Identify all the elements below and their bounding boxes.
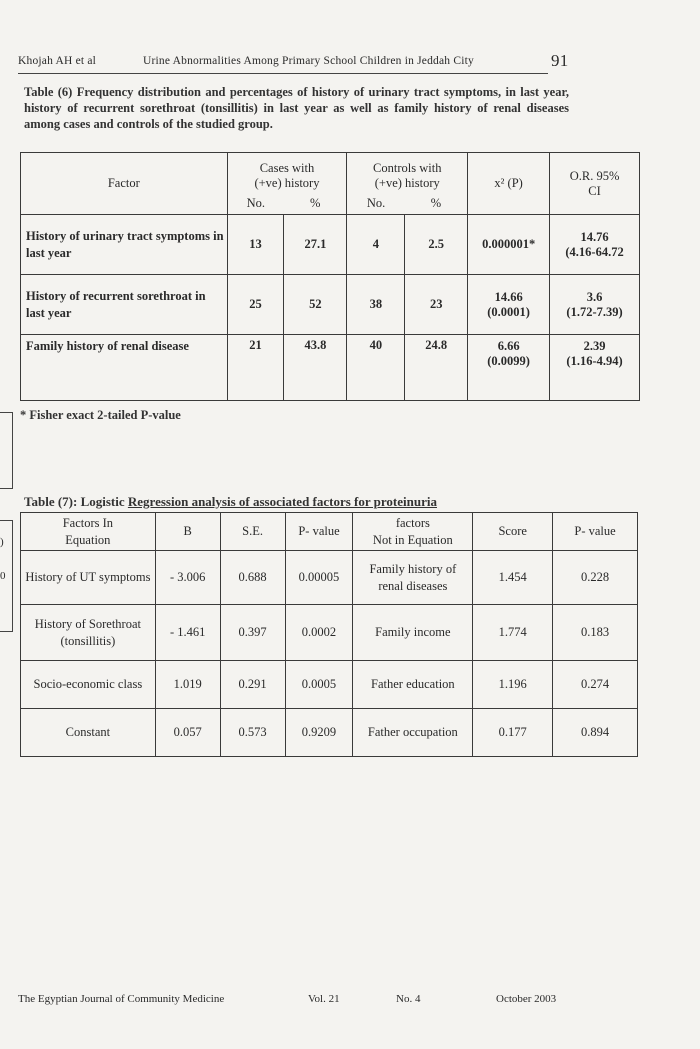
cases-no-cell: 21 xyxy=(227,335,284,401)
chi-p-value: (0.0001) xyxy=(487,304,530,319)
se-cell: 0.291 xyxy=(220,661,285,709)
controls-no-cell: 40 xyxy=(347,335,405,401)
footer-journal: The Egyptian Journal of Community Medicine xyxy=(18,993,225,1005)
factor-cell: History of recurrent sorethroat in last year xyxy=(21,275,228,335)
controls-pct-cell: 2.5 xyxy=(405,215,468,275)
table-row xyxy=(21,335,640,401)
in-eq-cell: Constant xyxy=(21,709,156,757)
factor-cell: History of urinary tract symptoms in last year xyxy=(21,215,228,275)
header-factors-not-in-equation xyxy=(353,513,473,551)
cases-no-cell: 25 xyxy=(227,275,284,335)
p2-cell: 0.274 xyxy=(553,661,638,709)
table6-footnote: * Fisher exact 2-tailed P-value xyxy=(20,408,181,422)
cases-line2: (+ve) history xyxy=(254,175,320,190)
table-row xyxy=(21,551,638,605)
p-cell: 0.0002 xyxy=(285,605,353,661)
table6-header-factor: Factor xyxy=(21,153,228,215)
or-cell xyxy=(550,275,640,335)
cases-pct-cell: 52 xyxy=(284,275,347,335)
cases-no-cell: 13 xyxy=(227,215,284,275)
b-cell: 1.019 xyxy=(155,661,220,709)
table6-header-or xyxy=(550,153,640,215)
chi-cell: 0.000001* xyxy=(468,215,550,275)
or-value: 14.76 xyxy=(580,229,609,244)
table6 xyxy=(20,152,640,401)
or-value: 3.6 xyxy=(586,289,603,304)
table6-header-row xyxy=(21,153,640,193)
not-eq-line2: Not in Equation xyxy=(372,532,453,547)
table7-caption xyxy=(24,494,437,510)
cases-line1: Cases with xyxy=(259,160,315,175)
header-authors: Khojah AH et al xyxy=(18,55,97,67)
table7-caption-rest: Regression analysis of associated factors for proteinuria xyxy=(127,494,437,509)
p2-cell: 0.228 xyxy=(553,551,638,605)
page-number: 91 xyxy=(551,51,569,70)
or-line1: O.R. 95% xyxy=(569,168,620,183)
score-cell: 0.177 xyxy=(473,709,553,757)
cases-no-header: No. xyxy=(227,193,284,215)
header-rule xyxy=(18,73,548,74)
not-eq-cell: Family income xyxy=(353,605,473,661)
controls-line1: Controls with xyxy=(373,160,442,175)
header-p-value-2: P- value xyxy=(553,513,638,551)
controls-no-cell: 38 xyxy=(347,275,405,335)
controls-pct-header: % xyxy=(405,193,468,215)
table7 xyxy=(20,512,638,757)
chi-value: 14.66 xyxy=(494,289,523,304)
cases-pct-header: % xyxy=(284,193,347,215)
header-factors-in-equation xyxy=(21,513,156,551)
controls-pct-cell: 23 xyxy=(405,275,468,335)
score-cell: 1.454 xyxy=(473,551,553,605)
se-cell: 0.397 xyxy=(220,605,285,661)
ci-value: (1.16-4.94) xyxy=(566,354,623,368)
cases-pct-cell: 43.8 xyxy=(284,335,347,401)
table6-header-cases xyxy=(227,153,347,193)
or-cell xyxy=(550,335,640,401)
chi-cell xyxy=(468,275,550,335)
factor-cell: Family history of renal disease xyxy=(21,335,228,401)
p2-cell: 0.894 xyxy=(553,709,638,757)
controls-pct-cell: 24.8 xyxy=(405,335,468,401)
se-cell: 0.688 xyxy=(220,551,285,605)
chi-value: 6.66 xyxy=(497,339,520,353)
header-score: Score xyxy=(473,513,553,551)
not-eq-cell: Father occupation xyxy=(353,709,473,757)
footer-number: No. 4 xyxy=(396,993,421,1005)
in-eq-cell: Socio-economic class xyxy=(21,661,156,709)
ci-value: (4.16-64.72 xyxy=(565,244,624,259)
table-row xyxy=(21,275,640,335)
ci-value: (1.72-7.39) xyxy=(566,304,623,319)
controls-no-header: No. xyxy=(347,193,405,215)
footer-volume: Vol. 21 xyxy=(308,993,340,1005)
footer-date: October 2003 xyxy=(496,993,557,1005)
p-cell: 0.9209 xyxy=(285,709,353,757)
header-se: S.E. xyxy=(220,513,285,551)
table-row xyxy=(21,215,640,275)
table6-header-chi: x² (P) xyxy=(468,153,550,215)
header-b: B xyxy=(155,513,220,551)
chi-p-value: (0.0099) xyxy=(487,354,530,368)
table-row xyxy=(21,661,638,709)
score-cell: 1.196 xyxy=(473,661,553,709)
margin-mark: 0 xyxy=(0,570,6,582)
p-cell: 0.0005 xyxy=(285,661,353,709)
margin-mark: ) xyxy=(0,536,4,548)
or-cell xyxy=(550,215,640,275)
b-cell: - 3.006 xyxy=(155,551,220,605)
se-cell: 0.573 xyxy=(220,709,285,757)
in-eq-cell: History of Sorethroat (tonsillitis) xyxy=(21,605,156,661)
p2-cell: 0.183 xyxy=(553,605,638,661)
table7-caption-prefix: Table (7): Logistic xyxy=(24,494,128,509)
in-eq-line2: Equation xyxy=(65,532,111,547)
chi-cell xyxy=(468,335,550,401)
margin-bracket xyxy=(0,412,13,489)
or-value: 2.39 xyxy=(583,339,606,353)
p-cell: 0.00005 xyxy=(285,551,353,605)
table6-caption: Table (6) Frequency distribution and percentages of history of urinary tract symptoms, in last year, history of recurrent sorethroat (tonsillitis) in last year as well as family history of renal diseases among cases and controls of the studied group. xyxy=(24,85,569,131)
table7-header-row xyxy=(21,513,638,551)
b-cell: - 1.461 xyxy=(155,605,220,661)
controls-line2: (+ve) history xyxy=(374,175,440,190)
cases-pct-cell: 27.1 xyxy=(284,215,347,275)
table-row xyxy=(21,709,638,757)
not-eq-cell: Father education xyxy=(353,661,473,709)
b-cell: 0.057 xyxy=(155,709,220,757)
or-line2: CI xyxy=(588,183,601,198)
in-eq-line1: Factors In xyxy=(62,515,114,530)
table6-header-controls xyxy=(347,153,468,193)
in-eq-cell: History of UT symptoms xyxy=(21,551,156,605)
header-title: Urine Abnormalities Among Primary School Children in Jeddah City xyxy=(143,55,474,67)
not-eq-line1: factors xyxy=(395,515,430,530)
not-eq-cell: Family history of renal diseases xyxy=(353,551,473,605)
controls-no-cell: 4 xyxy=(347,215,405,275)
score-cell: 1.774 xyxy=(473,605,553,661)
table-row xyxy=(21,605,638,661)
header-p-value: P- value xyxy=(285,513,353,551)
